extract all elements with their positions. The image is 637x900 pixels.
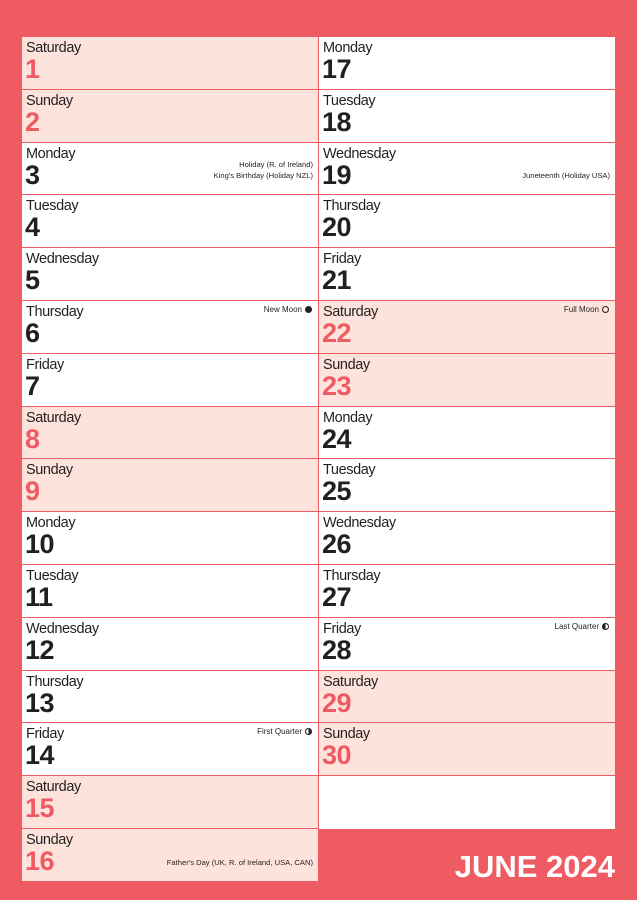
- day-name: Sunday: [323, 726, 370, 743]
- day-cell[interactable]: [22, 248, 318, 301]
- day-number: 25: [322, 476, 352, 507]
- day-number: 21: [322, 265, 352, 296]
- day-name: Tuesday: [323, 92, 376, 109]
- day-cell[interactable]: [319, 354, 615, 407]
- day-number: 12: [25, 634, 55, 665]
- day-name: Tuesday: [26, 567, 79, 584]
- day-cell[interactable]: [22, 143, 318, 196]
- day-name: Sunday: [26, 92, 73, 109]
- day-cell[interactable]: [22, 301, 318, 354]
- day-number: 28: [322, 634, 352, 665]
- moon-phase: [264, 305, 312, 314]
- day-name: Wednesday: [323, 515, 396, 532]
- day-cell[interactable]: [319, 143, 615, 196]
- day-cell[interactable]: [319, 512, 615, 565]
- day-name: Sunday: [26, 831, 73, 848]
- day-number: 19: [322, 159, 352, 190]
- event-label: Holiday (R. of Ireland): [239, 160, 313, 170]
- day-number: 3: [25, 159, 40, 190]
- day-number: 20: [322, 212, 352, 243]
- day-name: Thursday: [26, 303, 84, 320]
- day-name: Thursday: [323, 198, 381, 215]
- day-cell[interactable]: [319, 407, 615, 460]
- day-number: 10: [25, 529, 55, 560]
- day-number: 15: [25, 793, 55, 824]
- day-name: Saturday: [323, 303, 378, 320]
- day-number: 8: [25, 423, 40, 454]
- day-cell[interactable]: [319, 459, 615, 512]
- moon-phase: [564, 305, 609, 314]
- day-cell[interactable]: [22, 671, 318, 724]
- empty-cell: [319, 776, 615, 829]
- day-number: 23: [322, 370, 352, 401]
- day-name: Wednesday: [26, 251, 99, 268]
- day-number: 6: [25, 317, 40, 348]
- day-name: Sunday: [26, 462, 73, 479]
- calendar-column-left: [22, 37, 318, 882]
- month-title: JUNE 2024: [454, 849, 615, 884]
- calendar-column-right: [319, 37, 615, 829]
- day-cell[interactable]: [22, 618, 318, 671]
- day-name: Wednesday: [323, 145, 396, 162]
- day-name: Wednesday: [26, 620, 99, 637]
- day-cell[interactable]: [22, 195, 318, 248]
- day-name: Monday: [26, 515, 76, 532]
- day-number: 14: [25, 740, 55, 771]
- day-number: 5: [25, 265, 40, 296]
- day-name: Saturday: [26, 779, 81, 796]
- day-name: Friday: [26, 356, 64, 373]
- day-number: 16: [25, 845, 55, 876]
- day-cell[interactable]: [22, 776, 318, 829]
- day-number: 1: [25, 54, 40, 84]
- full-moon-icon: [602, 306, 609, 313]
- day-name: Friday: [323, 620, 361, 637]
- day-number: 13: [25, 687, 55, 718]
- day-name: Tuesday: [26, 198, 79, 215]
- day-cell[interactable]: [319, 90, 615, 143]
- last-moon-icon: [602, 623, 609, 630]
- day-cell[interactable]: [22, 354, 318, 407]
- event-list: [167, 857, 313, 868]
- day-name: Monday: [323, 409, 373, 426]
- day-cell[interactable]: [22, 565, 318, 618]
- day-name: Monday: [323, 40, 373, 56]
- day-cell[interactable]: [319, 248, 615, 301]
- day-name: Tuesday: [323, 462, 376, 479]
- day-cell[interactable]: [22, 37, 318, 90]
- day-name: Saturday: [323, 673, 378, 690]
- day-cell[interactable]: [22, 90, 318, 143]
- day-number: 9: [25, 476, 40, 507]
- day-name: Monday: [26, 145, 76, 162]
- day-cell[interactable]: [22, 723, 318, 776]
- day-name: Sunday: [323, 356, 370, 373]
- moon-phase-label: New Moon: [263, 304, 302, 314]
- day-name: Saturday: [26, 40, 81, 56]
- day-number: 18: [322, 106, 352, 137]
- day-cell[interactable]: [22, 829, 318, 882]
- day-number: 7: [25, 370, 40, 401]
- day-cell[interactable]: [319, 301, 615, 354]
- day-cell[interactable]: [319, 618, 615, 671]
- event-label: King's Birthday (Holiday NZL): [213, 171, 313, 181]
- day-number: 26: [322, 529, 352, 560]
- day-cell[interactable]: [319, 671, 615, 724]
- moon-phase: [555, 622, 609, 631]
- day-name: Friday: [26, 726, 64, 743]
- event-list: [214, 159, 313, 181]
- day-cell[interactable]: [319, 37, 615, 90]
- day-cell[interactable]: [319, 723, 615, 776]
- moon-phase-label: Last Quarter: [554, 621, 599, 631]
- first-moon-icon: [305, 728, 312, 735]
- day-number: 29: [322, 687, 352, 718]
- event-list: [522, 170, 610, 181]
- day-name: Saturday: [26, 409, 81, 426]
- day-cell[interactable]: [319, 195, 615, 248]
- day-number: 24: [322, 423, 352, 454]
- day-number: 17: [322, 54, 352, 84]
- moon-phase-label: Full Moon: [563, 304, 599, 314]
- event-label: Juneteenth (Holiday USA): [522, 171, 610, 181]
- day-number: 27: [322, 581, 352, 612]
- moon-phase: [257, 727, 312, 736]
- day-name: Friday: [323, 251, 361, 268]
- day-number: 30: [322, 740, 352, 771]
- day-number: 2: [25, 106, 40, 137]
- day-name: Thursday: [323, 567, 381, 584]
- moon-phase-label: First Quarter: [257, 727, 302, 737]
- day-number: 11: [25, 581, 53, 612]
- day-number: 22: [322, 317, 352, 348]
- event-label: Father's Day (UK, R. of Ireland, USA, CAN): [166, 857, 313, 867]
- day-name: Thursday: [26, 673, 84, 690]
- day-number: 4: [25, 212, 40, 243]
- new-moon-icon: [305, 306, 312, 313]
- day-cell[interactable]: [22, 512, 318, 565]
- day-cell[interactable]: [22, 407, 318, 460]
- day-cell[interactable]: [22, 459, 318, 512]
- day-cell[interactable]: [319, 565, 615, 618]
